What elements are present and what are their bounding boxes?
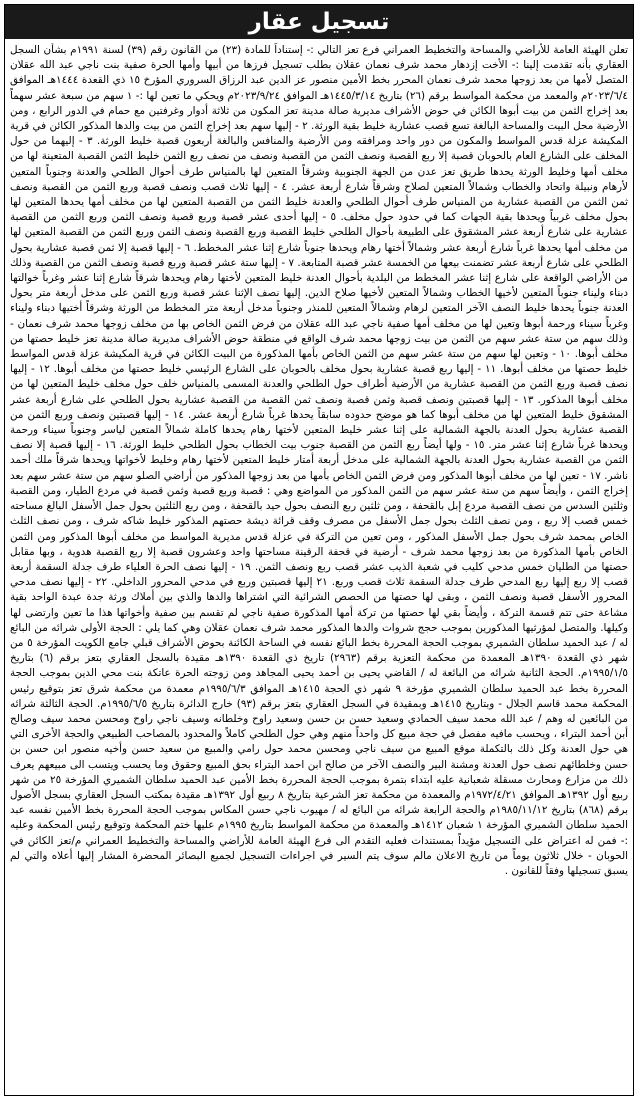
title-banner: [5, 5, 633, 39]
notice-title: تسجيل عقار: [248, 9, 390, 35]
property-registration-notice: [4, 4, 634, 1096]
notice-body: تعلن الهيئة العامة للأراضي والمساحة والتخطيط العمراني فرع تعز التالي :- إستناداً للمادة (٢٣) من القانون رقم (٣٩) لسنة ١٩٩١م بشأن السجل العقاري بأنه تقدمت إلينا :- الأخت إزدهار محمد شرف نعمان عقلان بطلب تسجيل فرزها من أبيها وأمها الحرة صفية بنت ناجي عبد الله عقلان المتصل لأمها من بعد زوجها محمد شرف نعمان المحرر بخط الأمين منصور عز الدين عبد الرزاق السروري المؤرخ ١٥ ذي القعدة ١٤٤٤هـ الموافق ٢٠٢٣/٦/٤م والمعمد من محكمة المواسط برقم (٢٦) بتاريخ ١٤٤٥/٣/١٤هـ الموافق ٢٠٢٣/٩/٢٤م ويحكي ما تعين لها :- ١ سهم من سبعة عشر سهماً بعد إخراج الثمن من بيت أبوها الكائن في حوض الأشراف مديرية صالة مدينة تعز المكون من ثلاثة أدوار وغرفتين مع حمام في الدور الرابع ، ومن الأرضية محل البيت والمساحة البالغة تسع قصب عشارية خليط بقية الورثة. ٢ - إليها سهم بعد إخراج الثمن من بيت والدها المذكور الكائن في قرية المكيشة عزلة قدس المواسط والمكون من دور واحد ومرافقه ومن الأرضية والمنافس والبالغة أربعون قصبة خليط الورثة. ٣ - إليهما من حول المخلف على الشارع العام بالحوبان قصبة إلا ربع القصبة ونصف الثمن من القصبة ونصف من نصف ربع الثمن خليط الثمن القصبة المتعينة لها من مخلف أمها وخليط الورثة يحدها طريق تعز عدن من الجهة الجنوبية وشرقاً المتعين لها بالمنياس طرف أحوال الطلحي والعدنة وجنوباً المتعين لأرهام ونبيلة واتحاد والخطاب وشمالاً المتعين لصلاح وشرقاً شارع أربعة عشر. ٤ - إليها ثلاث قصب ونصف قصبة وربع الثمن من القصبة ونصف ثمن الثمن من القصبة عشارية من المنياس طرف أحوال الطلحي والعدنة خليط الثمن من القصبة المتعين لها من مخلف أمها يحدها المتعين لها بحول مخلف غربياً ويحدها بقية الجهات كما في حدود حول مخلف. ٥ - إليها أحدى عشر قصبة وربع قصبة ونصف الثمن وربع الثمن من القصبة عشارية على شارع أربعة عشر المشقوق على الطبيعة بأحوال الطلحي خليط القصبة وربع القصبة ونصف الثمن وربع الثمن من القصبة المتعين لها من مخلف أمها يحدها غرباً شارع أربعة عشر وشمالاً أختها رهام ويحدها جنوباً شارع إثنا عشر المخطط. ٦ - إليها قصبة إلا ثمن قصبة عشارية بحول الطلحي على شارع أربعة عشر تضمنت بيعها من الخمسة عشر قصبة المتابعة. ٧ - إليها ستة عشر قصبة وربع قصبة ونصف الثمن من القصبة وذلك من الأراضي الواقعة على شارع إثنا عشر المخطط من البلدية بأحوال العدنة خليط المتعين لأختها رهام ويحدها شرقاً شارع إثنا عشر وغرباً خوالتها دبناء وليناء جنوباً المتعين لأخيها الخطاب وشمالاً المتعين لأخيها صلاح الدين. إليها نصف الإثنا عشر قصبة وربع الثمن على مدخل أربعة متر بحول العدنة جنوباً يحدها خليط النصف الآخر المتعين لرهام وشمالاً المتعين للمنذر وجنوباً مدخل أربعة متر المخطط من الورثة وشرقاً أختيها دبناء وليناء وغرباً سيناء ورحمة أبوها وتعين لها من مخلف أمها صفية ناجي عبد الله عقلان من فرض الثمن الخاص بها من مخلف زوجها محمد شرف نعمان - وذلك سهم من ستة عشر سهم من الثمن من بيت زوجها محمد شرف الواقع في منطقة حوض الأشراف مديرية صالة مدينة تعز خليط حصتها من مخلف أبوها. ١٠ - وتعين لها سهم من ستة عشر سهم من الثمن الخاص بأمها المذكورة من البيت الكائن في قرية المكيشة عزلة قدس المواسط خليط حصتها من مخلف أبوها. ١١ - إليها ربع قصبة عشارية بحول مخلف بالحوبان على الشارع الرئيسي خليط حصتها من مخلف أبوها. ١٢ - إليها نصف قصبة وربع الثمن من القصبة عشارية من الأرضية أطراف حول الطلحي والعدنة المسمى بالمنياس خلف حول مخلف خليط المتعين لها من مخلف أبوها المذكور. ١٣ - إليها قصبتين ونصف قصبة وثمن قصبة ونصف ثمن القصبة من القصبة عشارية بحول الطلحي على شارع أربعة عشر المشقوق خليط المتعين لها من مخلف أبوها كما هو موضح حدوده سابقاً يحدها غرباً شارع أربعة عشر. ١٤ - إليها قصبتين ونصف وربع الثمن من القصبة عشارية بحول العدنة بالجهة الشمالية على إثنا عشر خليط المتعين لأختها رهام يحدها كاملة شمالاً المتعين لياسر وجنوباً سيناء ورحمة ويحدها غرباً شارع إثنا عشر متر. ١٥ - ولها أيضاً ربع الثمن من القصبة جنوب بيت الخطاب بحول الطلحي خليط الورثة. ١٦ - إليها قصبة إلا نصف الثمن من القصبة عشارية بحول العدنة بالجهة الشمالية على مدخل أربعة أمتار خليط المتعين لأختها رهام وخليط لأخواتها ويحدها شرقاً ملك أحمد ناشر. ١٧ - تعين لها من مخلف أبوها المذكور ومن فرض الثمن الخاص بأمها من بعد زوجها المذكور من أراضي الصلو سهم من ستة عشر سهم بعد إخراج الثمن ، وأيضاً سهم من ستة عشر سهم من الثمن المذكور من المواضع وهي : قصبة وربع قصبة وثمن قصبة في مردع الطيار، ومن القصبة وثلثين السدس من نصف القصبة مردع إبل بالقحفة ، ومن ثلثين ربع النصف بحول حيد بالقحفة ، ومن ربع الثلثين بحول جمل الأسفل البالغ مساحته خمس قصب إلا ربع ، ومن نصف الثلث بحول جمل الأسفل من مصرف وقف قرائة ديشة حصتهم المذكور خليط شاكه شرف ، ومن نصف الثلث الخاص بمحمد شرف بحول جمل الأسفل المذكور ، ومن تعين من التركة في عزلة قدس مديرية المواسط من مخلف أبوها المذكور ومن الثمن الخاص بأمها المذكورة من بعد زوجها محمد شرف - أرضية في قحفة الرقينة مساحتها واحد وعشرون قصبة إلا ربع القصبة هدوية ، وبها مقابل حصتها من الطليان خمس مدحي كليب في شعبة الذيب عشر قصب ربع ونصف الثمن. ١٩ - إليها نصف الحرة العلياء طرف جدلة السقمة أربعة قصب إلا ربع إليها ربع المدحي طرف جدلة السقمة ثلاث قصب وربع. ٢١ إليها قصبتين وربع في مدحي المحرور الداخلي. ٢٢ - إليها نصف مدحي المحرور الأسفل قصبة ونصف الثمن ، وبقى لها حصتها من الحصص الشرائية التي اشتراها والدها والذي بين أملاك ورثة جدة عبدة الواحد بقية مشاعة حتى تتم قسمة التركة ، وأيضاً بقي لها حصتها من تركة أمها المذكورة صفية ناجي لم تقسم بين صفية وأخواتها هذا ما تعين وارتضى لها وكيلها. والمتصل لمؤرثيها المذكورين بموجب حجج شروات والدها المذكور محمد شرف نعمان عقلان وهي كما يلي : الحجة الأولى شرائه من البائع له / عبد الحميد سلطان الشميري بموجب الحجة المحررة بخط البائع نفسه في الساحة الكائنة بحوض الأشراف قبلي جامع الكويت المؤرخة ٥ من شهر ذي القعدة ١٣٩٠هـ المعمدة من محكمة التعزية برقم (٢٩٦٣) تاريخ ذي القعدة ١٣٩٠هـ مقيدة بالسجل العقاري بتعز برقم (٦) بتاريخ ١٩٩٥/١/٥م. الحجة الثانية شرائه من البائعة له / القاضي يحيى بن أحمد يحيى المجاهد ومن زوجته الحرة عاتكة بنت محي الدين بموجب الحجة المحررة بخط عبد الحميد سلطان الشميري مؤرخة ٩ شهر ذي الحجة ١٤١٥هـ الموافق ١٩٩٥/٦/٣م معمدة من محكمة شرق تعز بتوقيع رئيس المحكمة محمد قاسم الجلال - وبتاريخ ١٤١٥هـ وبمقيدة في السجل العقاري بتعز برقم (٩٣) خارج الدائرة بتاريخ ١٩٩٥/٦/٥م. الحجة الثالثة شرائه من البائعين له وهم / عبد الله محمد سيف الحمادي وسعيد حسن بن حسن وسعيد راوح وخلطانه وسيف ناجي راوح ومحسن محمد سيف وصالح أبن أحمد البتراء ، ويحسب مافيه مفصل في حجة مبيع كل واحداً منهم وهي حول الطلحي كاملاً والمحدود بالمصاحب الطبيعي والحجة الأخرى التي هي حول العدنة وكل ذلك بالتكملة موقع المبيع من سيف ناجي ومحسن محمد حول رامي والمبيع من سعيد حسن وأخيه منصور ابن حسن بن حسن وخلطائهم نصف حول العدنة ومشنة البير والنصف الآخر من صالح ابن احمد البتراء بحق المبيع وحقوق وما يحسب ويتسب الى مبيعهم يعرف ذلك من مزارع ومحارث مسقلة شعبانية عليه ابتداء بتمرة بموجب الحجة المحررة بخط الأمين عبد الحميد سلطان الشميري المؤرخة ٢٥ من شهر ربيع أول ١٣٩٢هـ الموافق ١٩٧٢/٤/٢١م والمعمدة من محكمة تعز الشرعية بتاريخ ٨ ربيع أول ١٣٩٢هـ مقيدة بمكتب السجل العقاري بسجل الأصول برقم (٨٦٨) بتاريخ ١٩٨٥/١١/١٢م والحجة الرابعة شرائه من البائع له / مهيوب ناجي حسن المكاس بموجب الحجة المحررة بخط الأمين نفسه عبد الحميد سلطان الشميري المؤرخة ١ شعبان ١٤١٢هـ والمعمدة من محكمة المواسط بتاريخ ١٩٩٥م عليها ختم المحكمة وتوقيع رئيس المحكمة وعليه :- فمن له اعتراض على التسجيل مؤيداً بمستندات فعليه التقدم الى فرع الهيئة العامة للأراضي والمساحة والتخطيط العمراني م/تعز الكائن في الحوبان - خلال ثلاثون يوماً من تاريخ الاعلان مالم سوف يتم السير في اجراءات التسجيل لجميع البصائر المحضرة المشار إليها أعلاه والتي لم يسبق تسجيلها وفقاً للقانون .: [10, 44, 628, 877]
